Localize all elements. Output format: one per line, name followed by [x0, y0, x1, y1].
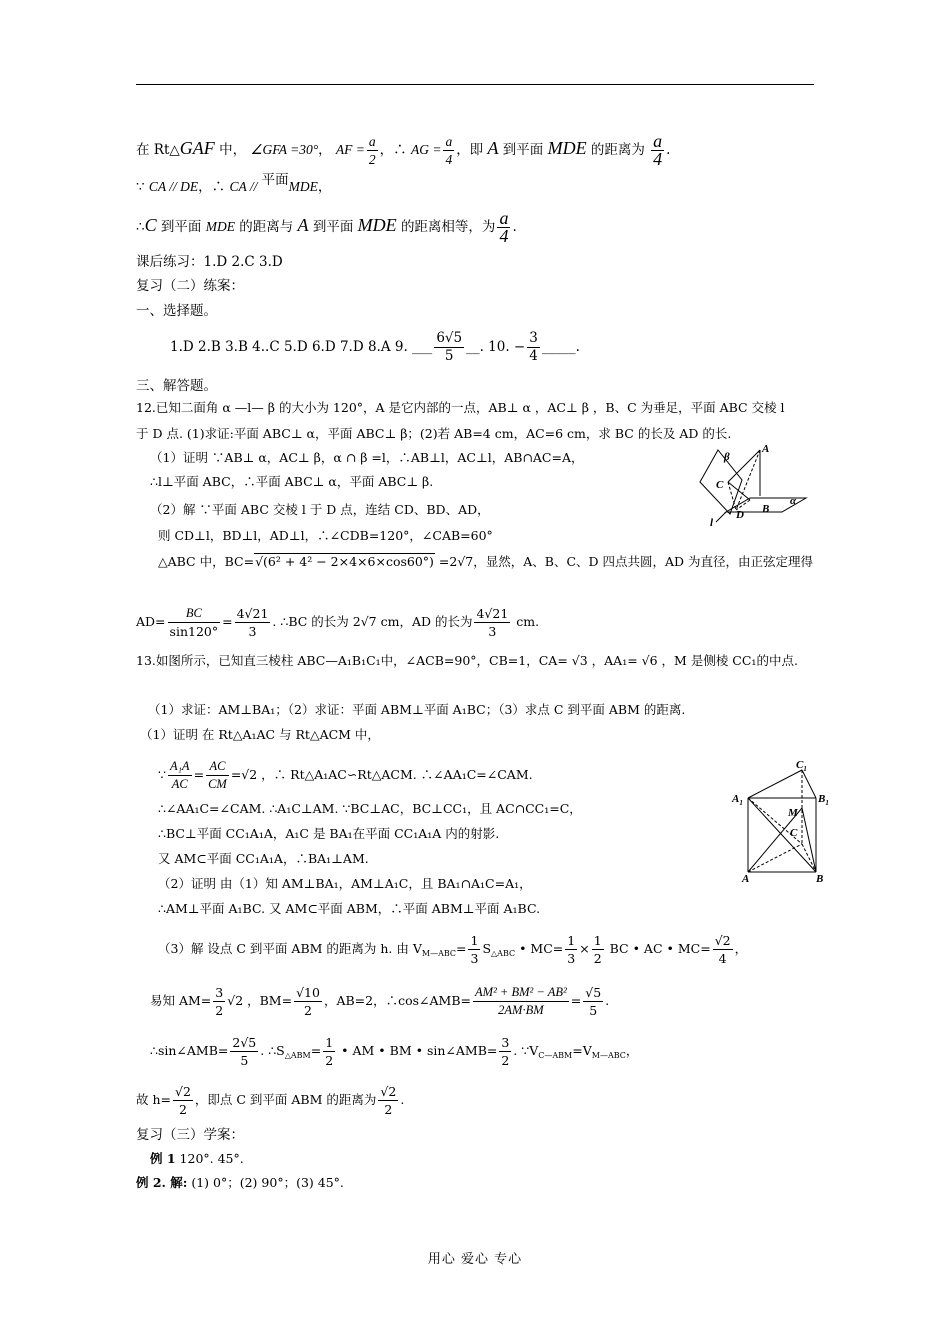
line-8: 三、解答题。 [136, 378, 217, 394]
line-11: （1）证明 ∵AB⊥ α，AC⊥ β，α ∩ β =l，∴AB⊥l，AC⊥l，AB∩AC=A， [150, 450, 584, 465]
line-13: （2）解 ∵平面 ABC 交棱 l 于 D 点，连结 CD、BD、AD， [150, 502, 490, 517]
label-M: M [788, 807, 798, 819]
line-27: 易知 AM= $\frac{3}{2}$ √2 ，BM= $\frac{√10}{2}$ ，AB=2，∴cos∠AMB= $\frac{\text{AM² + BM² − AB²}}{2AM\cdot BM}$ = $\frac{√5}{5}$ . [150, 985, 610, 1018]
line-18: （1）求证：AM⊥BA₁；（2）求证：平面 ABM⊥平面 A₁BC；（3）求点 C 到平面 ABM 的距离. [148, 702, 686, 717]
line-16: AD= $\frac{BC}{\sin 120^\circ}$ = $\frac{4√21}{3}$ . ∴BC 的长为 2√7 cm，AD 的长为 $\frac{4√21}{3}$ cm. [136, 606, 540, 639]
label-B: B [762, 503, 770, 515]
line-6: 一、选择题。 [136, 303, 217, 319]
line-5: 复习（二）练案： [136, 278, 244, 294]
label-B1: $B_1$ [818, 793, 829, 807]
line-20: ∵ $\frac{\text{A₁A}}{AC}$ = $\frac{AC}{CM}$ =√2 ，∴ Rt△A₁AC∽Rt△ACM. ∴∠AA₁C=∠CAM. [158, 759, 533, 791]
line-24: （2）证明 由（1）知 AM⊥BA₁，AM⊥A₁C，且 BA₁∩A₁C=A₁， [158, 876, 532, 891]
dihedral-angle-figure [690, 440, 810, 530]
line-9: 12.已知二面角 α —l— β 的大小为 120°，A 是它内部的一点，AB⊥ α ，AC⊥ β ，B、C 为垂足，平面 ABC 交棱 l [136, 400, 785, 415]
line-29: 故 h= $\frac{√2}{2}$ ，即点 C 到平面 ABM 的距离为 $\frac{√2}{2}$ . [136, 1084, 405, 1117]
line-19: （1）证明 在 Rt△A₁AC 与 Rt△ACM 中， [140, 727, 380, 742]
label-A1: $A_1$ [732, 793, 743, 807]
line-14: 则 CD⊥l，BD⊥l，AD⊥l，∴∠CDB=120°，∠CAB=60° [158, 528, 493, 543]
prism-figure [730, 758, 840, 888]
label-C1: $C_1$ [796, 759, 807, 773]
line-21: ∴∠AA₁C=∠CAM. ∴A₁C⊥AM. ∵BC⊥AC，BC⊥CC₁，且 AC∩CC₁=C， [158, 801, 582, 816]
line-4: 课后练习：1.D 2.C 3.D [136, 254, 283, 270]
line-23: 又 AM⊂平面 CC₁A₁A，∴BA₁⊥AM. [158, 851, 369, 866]
line-17: 13.如图所示，已知直三棱柱 ABC—A₁B₁C₁中，∠ACB=90°，CB=1，CA= √3 ，AA₁= √6 ，M 是侧棱 CC₁的中点. [136, 653, 798, 668]
label-C: C [716, 479, 724, 491]
label-A: A [762, 443, 770, 455]
label-l: l [710, 517, 714, 529]
label-beta: β [724, 451, 730, 463]
line-1: 在 Rt△GAF 中， ∠GFA =30°， AF = $\frac{a}{2}$ ，∴ AG = $\frac{a}{4}$ ，即 A 到平面 MDE 的距离为 $\frac{a}{4}$ . [136, 131, 671, 169]
line-15: △ABC 中，BC=√(6² + 4² − 2×4×6×cos60°) =2√7，显然，A、B、C、D 四点共圆，AD 为直径，由正弦定理得 [158, 554, 814, 569]
label-C: C [790, 827, 798, 839]
line-7-answers: 1.D 2.B 3.B 4..C 5.D 6.D 7.D 8.A 9. ___ $\frac{6√5}{5}$ __. 10. − $\frac{3}{4}$ _____. [170, 330, 580, 364]
label-alpha: α [790, 495, 797, 507]
line-32: 例 2. 解: (1) 0°；(2) 90°；(3) 45°. [136, 1175, 344, 1190]
page-footer: 用心 爱心 专心 [427, 1252, 523, 1267]
line-25: ∴AM⊥平面 A₁BC. 又 AM⊂平面 ABM，∴平面 ABM⊥平面 A₁BC. [158, 901, 541, 916]
line-2: ∵ CA // DE，∴ CA // 平面MDE， [136, 172, 332, 195]
line-3: ∴C 到平面 MDE 的距离与 A 到平面 MDE 的距离相等，为 $\frac{a}{4}$ . [136, 208, 517, 246]
line-12: ∴l⊥平面 ABC，∴平面 ABC⊥ α，平面 ABC⊥ β. [150, 474, 434, 489]
line-28: ∴sin∠AMB= $\frac{2√5}{5}$ . $\therefore S_{\triangle ABM}=$ $\frac{1}{2}$ • AM • BM • sin∠AMB= $\frac{3}{2}$ . $\because V_{C—ABM}=V_{M—ABC}$， [150, 1035, 639, 1068]
label-A: A [742, 873, 750, 885]
line-31: 例 1 120°. 45°. [150, 1151, 244, 1166]
line-22: ∴BC⊥平面 CC₁A₁A，A₁C 是 BA₁在平面 CC₁A₁A 内的射影. [158, 826, 500, 841]
line-10: 于 D 点. (1)求证:平面 ABC⊥ α，平面 ABC⊥ β；(2)若 AB=4 cm，AC=6 cm，求 BC 的长及 AD 的长. [136, 426, 732, 441]
line-30: 复习（三）学案： [136, 1127, 244, 1143]
label-B: B [816, 873, 824, 885]
label-D: D [736, 509, 744, 521]
line-26: （3）解 设点 C 到平面 ABM 的距离为 h. 由 $V_{M—ABC}=$ $\frac{1}{3}$ $S_{\triangle ABC}$ • MC= $\frac{1}{3}$ × $\frac{1}{2}$ BC • AC • MC= $\frac{√2}{4}$ ， [158, 933, 748, 966]
header-rule [136, 84, 814, 85]
